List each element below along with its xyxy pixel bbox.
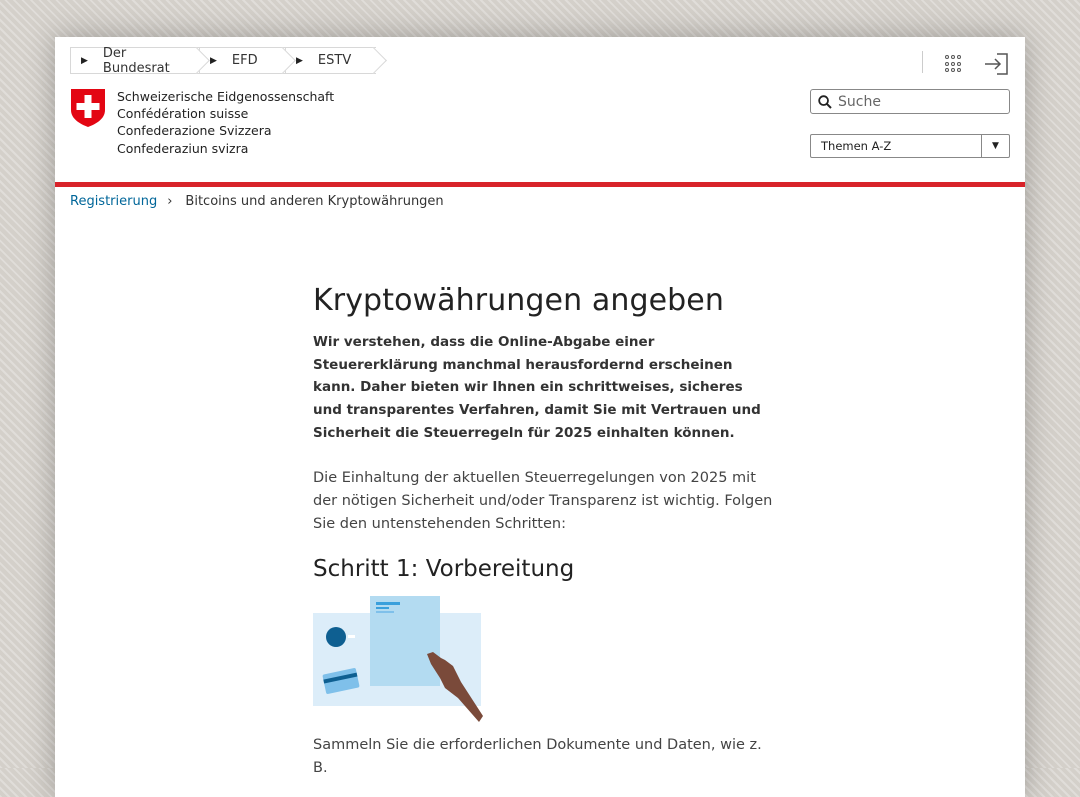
logo-line: Confederaziun svizra (117, 140, 249, 156)
caret-right-icon: ▶ (81, 55, 88, 66)
search-box[interactable] (810, 89, 1010, 114)
search-icon[interactable] (818, 95, 832, 109)
logo-line: Confederazione Svizzera (117, 123, 272, 139)
lead-paragraph: Wir verstehen, dass die Online-Abgabe einer Steuererklärung manchmal herausfordernd erscheinen kann. Daher bieten wir Ihnen ein schrittweises, sicheres und transparentes Verfahren, damit Sie mit Vertrauen und Sicherheit die Steuerregeln für 2025 einhalten können. (313, 334, 761, 441)
top-navigation (70, 47, 376, 74)
preparation-illustration (313, 596, 483, 722)
header-accent-line (55, 182, 1025, 187)
login-icon[interactable] (983, 52, 1011, 80)
logo-line: Confédération suisse (117, 106, 249, 122)
intro-paragraph: Die Einhaltung der aktuellen Steuerregelungen von 2025 mit der nötigen Sicherheit und/oder Transparenz ist wichtig. Folgen Sie den untenstehenden Schritten: (313, 469, 773, 532)
step1-heading: Schritt 1: Vorbereitung (313, 555, 575, 582)
chevron-down-icon[interactable]: ▼ (981, 135, 1009, 157)
topics-select-value: Themen A-Z (821, 139, 892, 153)
topnav-item-label: ESTV (317, 53, 352, 68)
breadcrumb-link-registrierung[interactable]: Registrierung (70, 194, 158, 209)
chevron-right-icon: › (167, 194, 173, 209)
topnav-item-label: EFD (231, 53, 258, 68)
breadcrumb (70, 194, 444, 209)
logo-wordmark[interactable] (117, 88, 334, 157)
step1-paragraph: Sammeln Sie die erforderlichen Dokumente und Daten, wie z. B. (313, 736, 762, 776)
topics-select[interactable] (810, 134, 1010, 158)
topnav-item-label: Der Bundesrat (102, 45, 170, 76)
header-divider (922, 51, 923, 73)
topnav-item-bundesrat[interactable] (70, 47, 199, 74)
topnav-item-efd[interactable] (199, 47, 285, 74)
page (55, 37, 1025, 797)
topnav-item-estv[interactable] (285, 47, 376, 74)
breadcrumb-current: Bitcoins und anderen Kryptowährungen (185, 194, 444, 209)
page-title: Kryptowährungen angeben (313, 283, 724, 318)
search-input[interactable] (838, 94, 998, 110)
swiss-cross-icon[interactable] (70, 88, 106, 132)
logo-line: Schweizerische Eidgenossenschaft (117, 89, 335, 104)
caret-right-icon: ▶ (210, 55, 217, 66)
main-content (313, 283, 773, 780)
apps-grid-icon[interactable] (945, 55, 963, 73)
caret-right-icon: ▶ (296, 55, 303, 66)
